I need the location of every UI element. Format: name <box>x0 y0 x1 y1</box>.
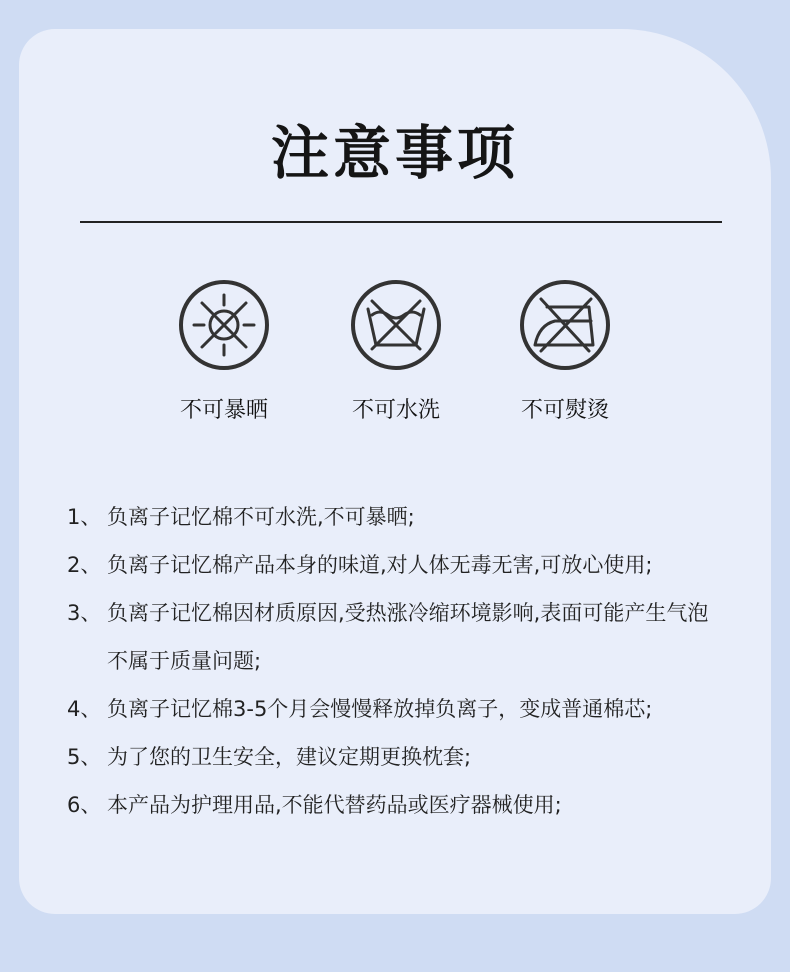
care-label-no-iron: 不可熨烫 <box>520 398 609 423</box>
note-text: 负离子记忆棉3-5个月会慢慢释放掉负离子，变成普通棉芯; <box>107 697 653 721</box>
title-divider <box>80 221 722 223</box>
care-label-no-wash: 不可水洗 <box>351 398 440 423</box>
note-number: 6、 <box>67 793 102 817</box>
care-item-no-iron <box>485 279 645 424</box>
note-text: 负离子记忆棉产品本身的味道,对人体无毒无害,可放心使用; <box>107 553 653 577</box>
list-item <box>67 589 741 685</box>
note-number: 2、 <box>67 553 102 577</box>
sun-crossed-icon <box>178 279 270 371</box>
care-item-no-sun <box>144 279 304 424</box>
note-text: 本产品为护理用品,不能代替药品或医疗器械使用; <box>107 793 562 817</box>
list-item <box>67 733 741 781</box>
iron-crossed-icon <box>519 279 611 371</box>
notes-list <box>67 493 741 829</box>
note-number: 3、 <box>67 601 102 625</box>
list-item <box>67 685 741 733</box>
note-number: 4、 <box>67 697 102 721</box>
note-text: 负离子记忆棉不可水洗,不可暴晒; <box>107 505 415 529</box>
wash-basin-crossed-icon <box>350 279 442 371</box>
list-item <box>67 541 741 589</box>
note-number: 5、 <box>67 745 102 769</box>
care-label-no-sun: 不可暴晒 <box>179 398 268 423</box>
note-text: 负离子记忆棉因材质原因,受热涨冷缩环境影响,表面可能产生气泡不属于质量问题; <box>107 601 709 673</box>
care-item-no-wash <box>316 279 476 424</box>
content-card <box>19 29 771 914</box>
list-item <box>67 493 741 541</box>
note-number: 1、 <box>67 505 102 529</box>
note-text: 为了您的卫生安全，建议定期更换枕套; <box>107 745 472 769</box>
list-item <box>67 781 741 829</box>
page-title: 注意事项 <box>270 119 519 187</box>
